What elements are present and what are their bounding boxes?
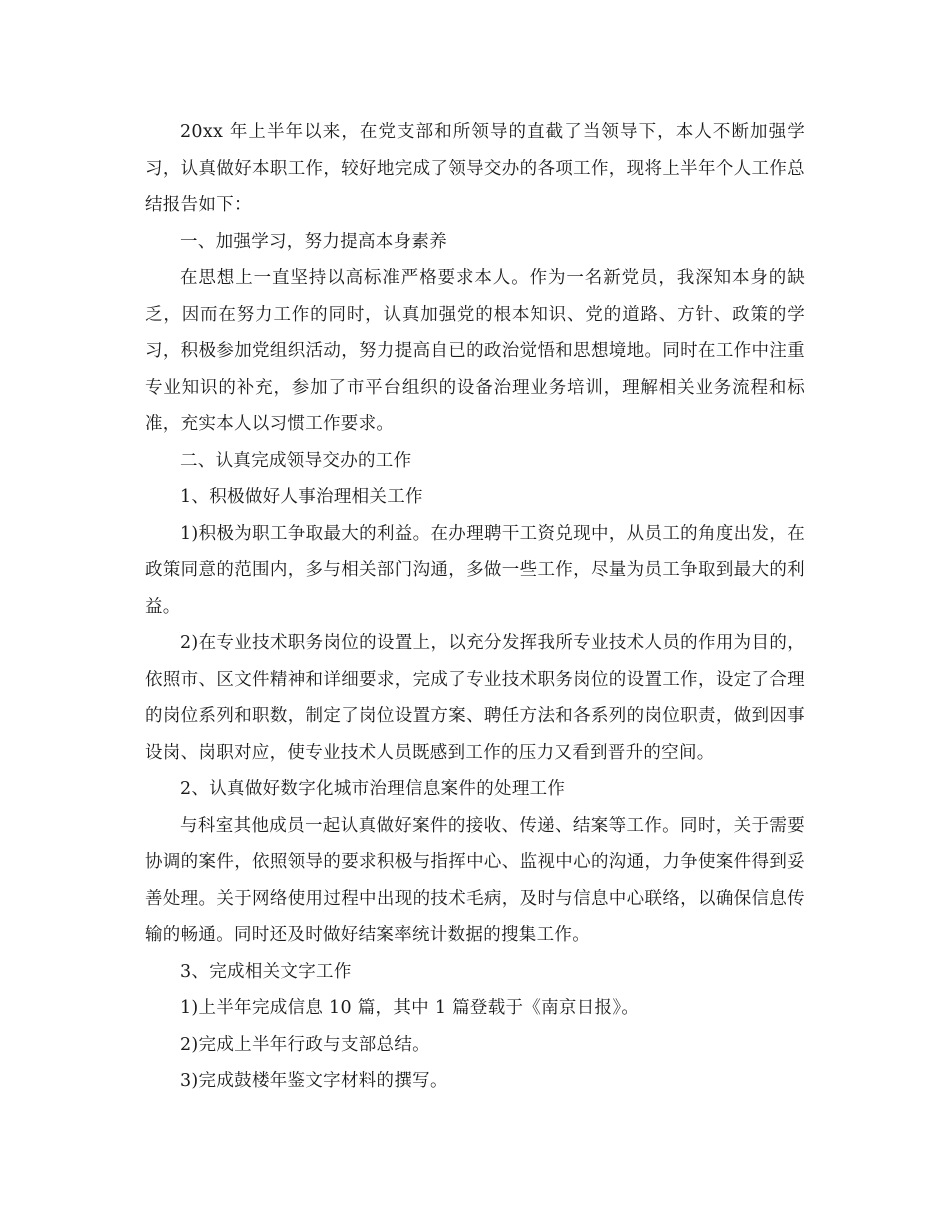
subsection-3-item-1: 1)上半年完成信息 10 篇，其中 1 篇登载于《南京日报》。 bbox=[180, 998, 640, 1018]
subsection-heading-3: 3、完成相关文字工作 bbox=[180, 961, 352, 982]
subsection-1-item-1: 1)积极为职工争取最大的利益。在办理聘干工资兑现中，从员工的角度出发，在政策同意的范围内，多与相关部门沟通，多做一些工作，尽量为员工争取到最大的利益。 bbox=[145, 523, 805, 617]
section-1-paragraph: 在思想上一直坚持以高标准严格要求本人。作为一名新党员，我深知本身的缺乏，因而在努力工作的同时，认真加强党的根本知识、党的道路、方针、政策的学习，积极参加党组织活动，努力提高自已的政治觉悟和思想境地。同时在工作中注重专业知识的补充，参加了市平台组织的设备治理业务培训，理解相关业务流程和标准，充实本人以习惯工作要求。 bbox=[145, 268, 805, 434]
section-heading-2: 二、认真完成领导交办的工作 bbox=[180, 450, 412, 471]
document-body bbox=[145, 114, 805, 1100]
subsection-1-item-2: 2)在专业技术职务岗位的设置上，以充分发挥我所专业技术人员的作用为目的，依照市、区文件精神和详细要求，完成了专业技术职务岗位的设置工作，设定了合理的岗位系列和职数，制定了岗位设置方案、聘任方法和各系列的岗位职责，做到因事设岗、岗职对应，使专业技术人员既感到工作的压力又看到晋升的空间。 bbox=[145, 633, 805, 763]
section-heading-1: 一、加强学习，努力提高本身素养 bbox=[180, 231, 447, 252]
intro-paragraph: 20xx 年上半年以来，在党支部和所领导的直截了当领导下，本人不断加强学习，认真做好本职工作，较好地完成了领导交办的各项工作，现将上半年个人工作总结报告如下： bbox=[145, 122, 805, 215]
subsection-2-paragraph: 与科室其他成员一起认真做好案件的接收、传递、结案等工作。同时，关于需要协调的案件，依照领导的要求积极与指挥中心、监视中心的沟通，力争使案件得到妥善处理。关于网络使用过程中出现的技术毛病，及时与信息中心联络，以确保信息传输的畅通。同时还及时做好结案率统计数据的搜集工作。 bbox=[145, 815, 805, 945]
subsection-heading-1: 1、积极做好人事治理相关工作 bbox=[180, 487, 423, 507]
subsection-3-item-2: 2)完成上半年行政与支部总结。 bbox=[180, 1034, 430, 1055]
subsection-3-item-3: 3)完成鼓楼年鉴文字材料的撰写。 bbox=[180, 1071, 448, 1091]
subsection-heading-2: 2、认真做好数字化城市治理信息案件的处理工作 bbox=[180, 779, 566, 799]
